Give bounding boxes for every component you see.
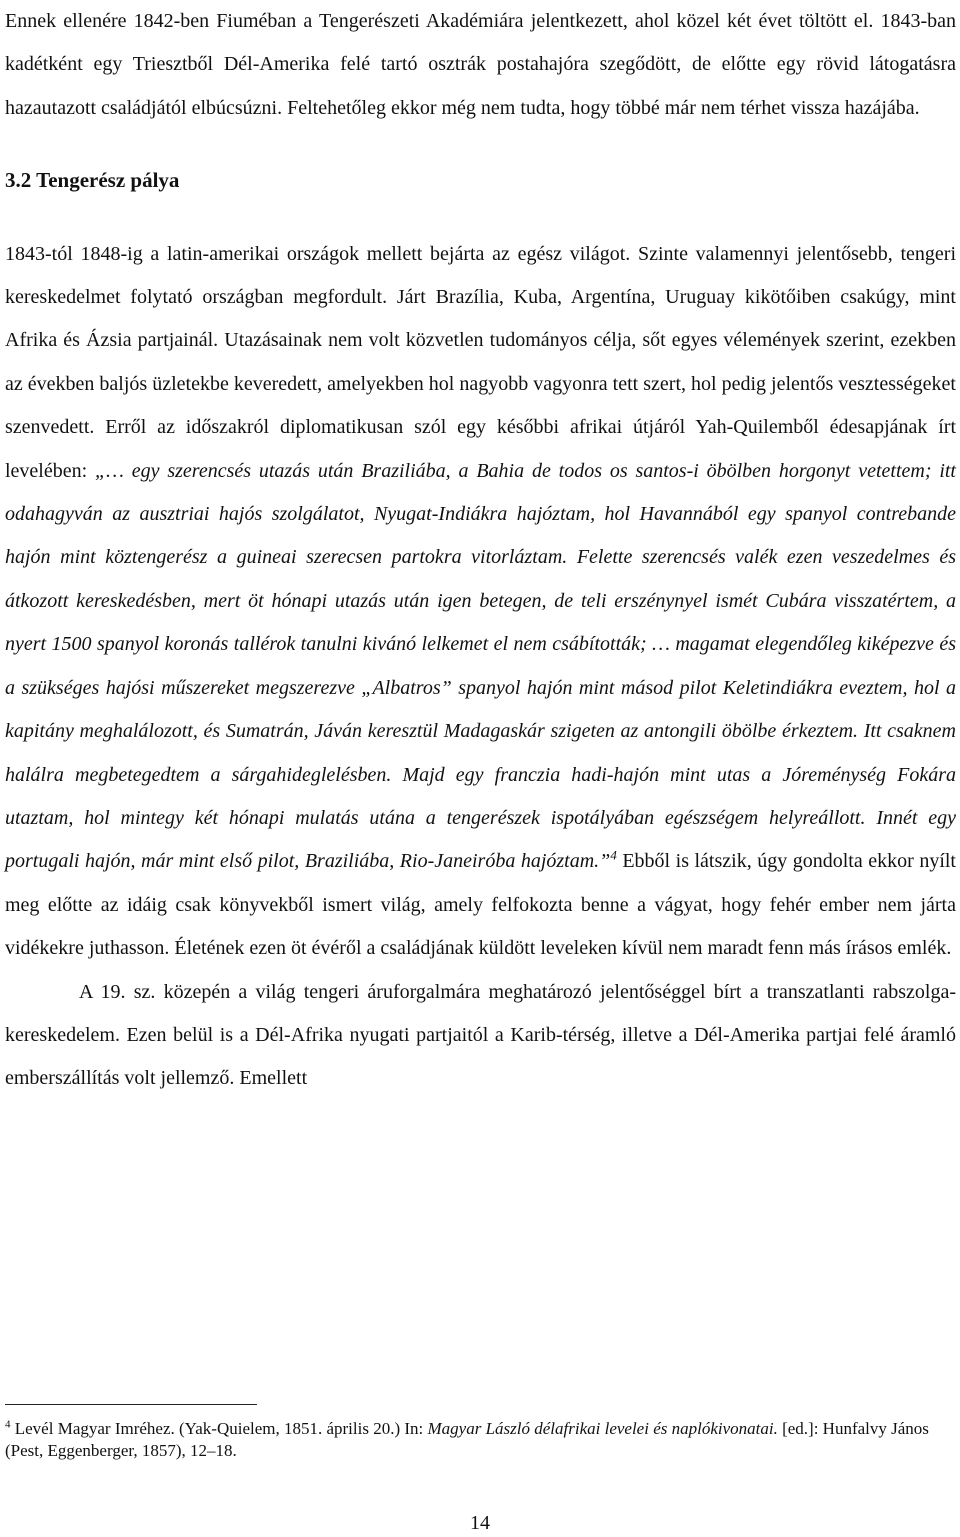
footnote-separator — [5, 1404, 257, 1405]
body-paragraph-with-quote — [5, 233, 956, 971]
body-paragraph: Ennek ellenére 1842-ben Fiuméban a Tengerészeti Akadémiára jelentkezett, ahol közel két évet töltött el. 1843-ban kadétként egy Triesztből Dél-Amerika felé tartó osztrák postahajóra szegődött, de előtte egy rövid látogatásra hazautazott családjától elbúcsúzni. Feltehetőleg ekkor még nem tudta, hogy többé már nem térhet vissza hazájába. — [5, 10, 956, 119]
footnote — [5, 1418, 956, 1462]
section-heading: 3.2 Tengerész pálya — [5, 168, 180, 193]
footnote-number: 4 — [5, 1418, 11, 1431]
paragraph-intro-text: 1843-tól 1848-ig a latin-amerikai országok mellett bejárta az egész világot. Szinte valamennyi jelentősebb, tengeri kereskedelmet folytató országban megfordult. Járt Brazília, Kuba, Argentína, Uruguay kikötőiben csakúgy, mint Afrika és Ázsia partjainál. Utazásainak nem volt közvetlen tudományos célja, sőt egyes vélemények szerint, ezekben az években baljós üzletekbe keveredett, amelyekben hol nagyobb vagyonra tett szert, hol pedig jelentős vesztességeket szenvedett. Erről az időszakról diplomatikusan szól egy későbbi afrikai útjáról Yah-Quilemből édesapjának írt levelében: — [5, 242, 956, 482]
footnote-reference[interactable]: 4 — [610, 847, 617, 863]
page-number: 14 — [470, 1512, 490, 1534]
footnote-text-end: [ed.]: Hunfalvy János (Pest, Eggenberger, 1857), 12–18. — [5, 1419, 929, 1460]
document-page — [5, 0, 956, 1101]
body-paragraph: A 19. sz. közepén a világ tengeri áruforgalmára meghatározó jelentőséggel bírt a transzatlanti rabszolga-kereskedelem. Ezen belül is a Dél-Afrika nyugati partjaitól a Karib-térség, illetve a Dél-Amerika partjai felé áramló emberszállítás volt jellemző. Emellett — [5, 980, 956, 1090]
letter-quotation: „… egy szerencsés utazás után Braziliába, a Bahia de todos os santos-i öbölben horgonyt vetettem; itt odahagyván az ausztriai hajós szolgálatot, Nyugat-Indiákra hajóztam, hol Havannából egy spanyol contrebande hajón mint köztengerész a guineai szerecsen partokra vitorláztam. Felette szerencsés valék ezen veszedelmes és átkozott kereskedésben, mert öt hónapi utazás után igen betegen, de teli erszénynyel ismét Cubára visszatértem, a nyert 1500 spanyol koronás tallérok tanulni kivánó lelkemet el nem csábították; … magamat elegendőleg kiképezve és a szükséges hajósi műszereket megszerezve „Albatros” spanyol hajón mint másod pilot Keletindiákra eveztem, hol a kapitány meghalálozott, és Sumatrán, Jáván keresztül Madagaskár szigeten az antongili öbölbe érkeztem. Itt csaknem halálra megbetegedtem a sárgahideglelésben. Majd egy franczia hadi-hajón mint utas a Jóreménység Fokára utaztam, hol mintegy két hónapi mulatás utána a tengerészek ispotályában egészségem helyreállott. Innét egy portugali hajón, már mint első pilot, Braziliába, Rio-Janeiróba hajóztam.” — [5, 459, 956, 873]
spacer — [5, 203, 956, 233]
footnote-book-title: Magyar László délafrikai levelei és naplókivonatai. — [427, 1419, 778, 1438]
paragraph-outro-text: Ebből is látszik, úgy gondolta ekkor nyílt meg előtte az idáig csak könyvekből ismert világ, amely felfokozta benne a vágyat, hogy fehér ember nem járta vidékekre juthasson. Életének ezen öt évéről a családjának küldött leveleken kívül nem maradt fenn más írásos emlék. — [5, 850, 956, 960]
footnote-text: Levél Magyar Imréhez. (Yak-Quielem, 1851. április 20.) In: — [10, 1419, 428, 1438]
